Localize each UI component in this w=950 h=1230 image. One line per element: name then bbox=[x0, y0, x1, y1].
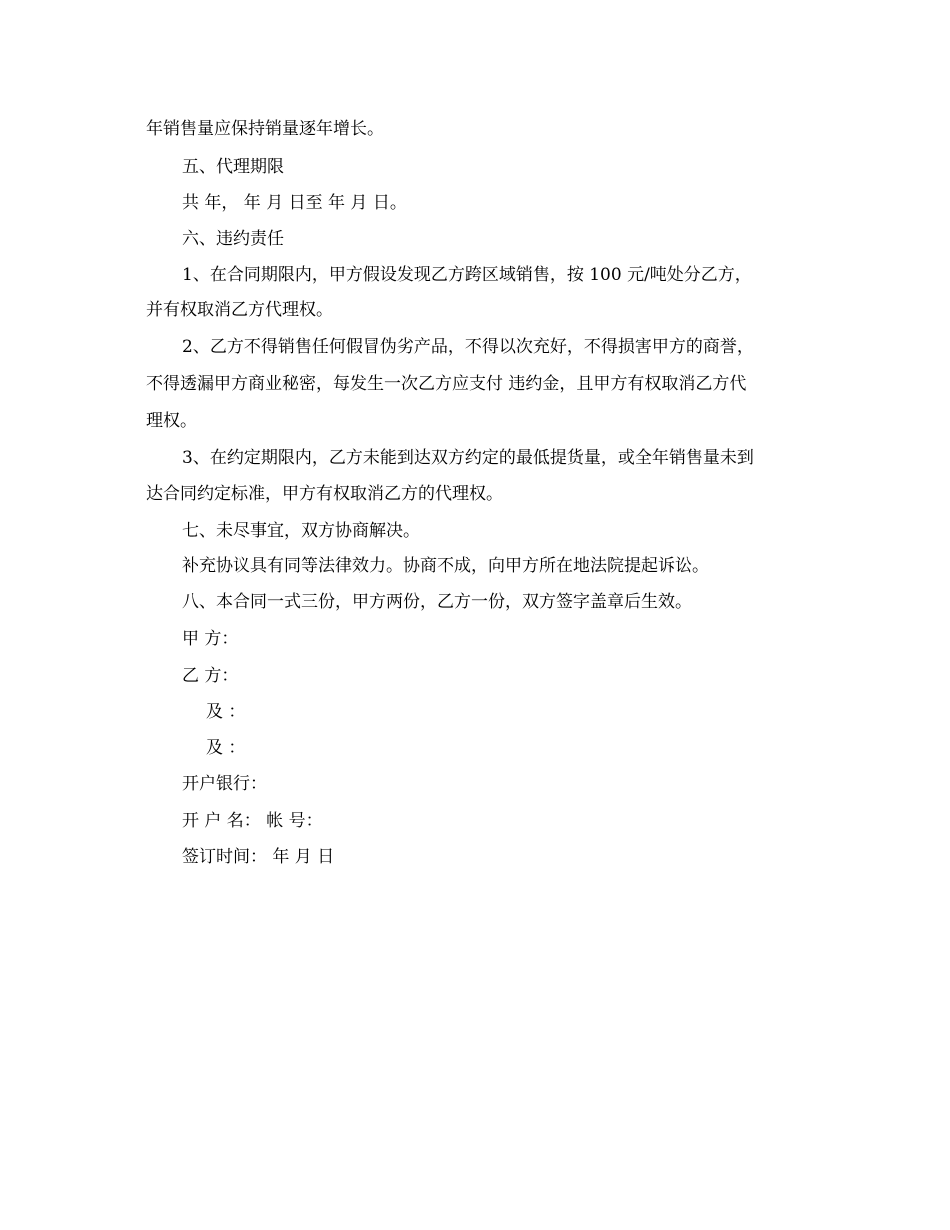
text-line-sales-growth: 年销售量应保持销量逐年增长。 bbox=[146, 119, 384, 139]
signature-party-a: 甲 方： bbox=[182, 629, 239, 649]
clause-1-line-2: 并有权取消乙方代理权。 bbox=[146, 300, 333, 320]
clause-3-line-2: 达合同约定标准，甲方有权取消乙方的代理权。 bbox=[146, 484, 503, 504]
clause-2-line-2: 不得透漏甲方商业秘密，每发生一次乙方应支付 违约金，且甲方有权取消乙方代 bbox=[146, 374, 747, 394]
signing-date-field: 签订时间： 年 月 日 bbox=[182, 847, 335, 867]
text-line-supplementary: 补充协议具有同等法律效力。协商不成，向甲方所在地法院提起诉讼。 bbox=[182, 556, 709, 576]
text-line-term-dates: 共 年， 年 月 日至 年 月 日。 bbox=[182, 193, 407, 213]
clause-2-line-3: 理权。 bbox=[146, 411, 197, 431]
signature-field-1: 及 ： bbox=[206, 702, 246, 722]
section-heading-liability: 六、违约责任 bbox=[182, 229, 284, 249]
section-heading-other-matters: 七、未尽事宜，双方协商解决。 bbox=[182, 521, 420, 541]
section-heading-agency-term: 五、代理期限 bbox=[182, 157, 284, 177]
clause-1-line-1: 1、在合同期限内，甲方假设发现乙方跨区域销售，按 100 元/吨处分乙方， bbox=[182, 265, 752, 285]
section-heading-copies: 八、本合同一式三份，甲方两份，乙方一份，双方签字盖章后生效。 bbox=[182, 592, 692, 612]
signature-field-2: 及 ： bbox=[206, 738, 246, 758]
account-field: 开 户 名： 帐 号： bbox=[182, 811, 323, 831]
bank-field: 开户银行： bbox=[182, 774, 267, 794]
signature-party-b: 乙 方： bbox=[182, 666, 239, 686]
clause-3-line-1: 3、在约定期限内，乙方未能到达双方约定的最低提货量，或全年销售量未到 bbox=[182, 448, 754, 468]
clause-2-line-1: 2、乙方不得销售任何假冒伪劣产品，不得以次充好，不得损害甲方的商誉， bbox=[182, 337, 754, 357]
